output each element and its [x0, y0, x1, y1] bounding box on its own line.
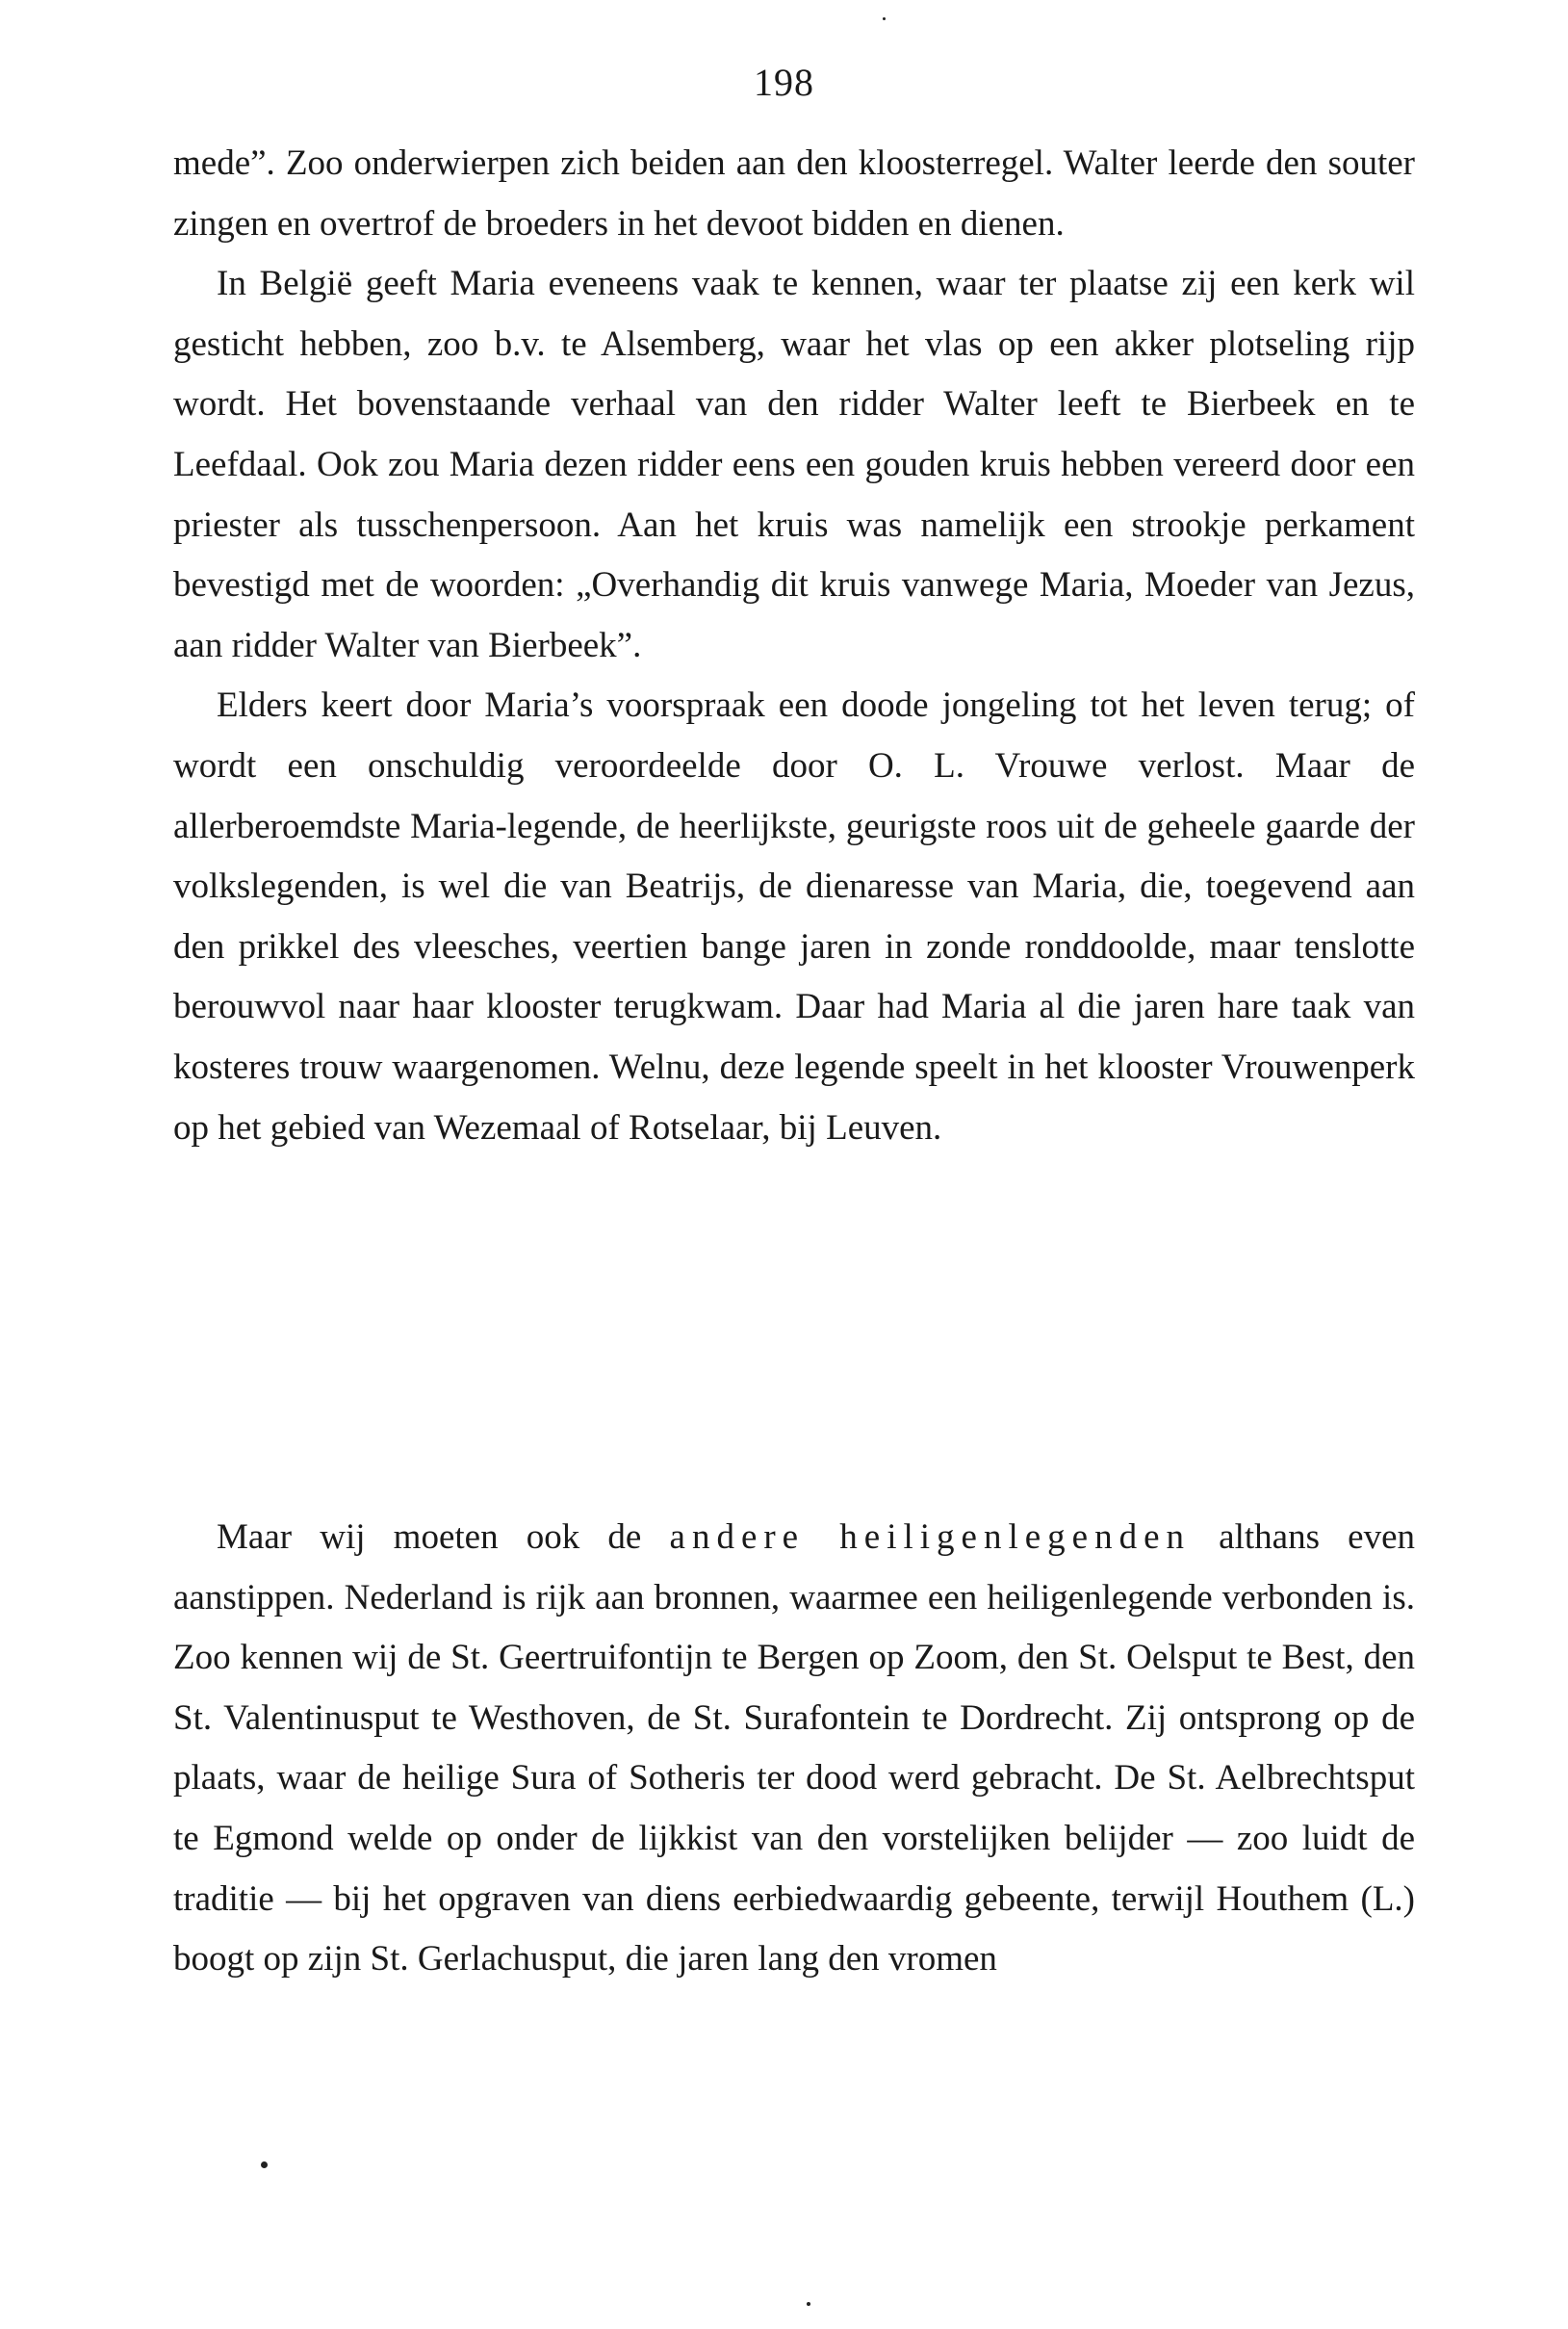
paragraph-heiligenlegenden-rest: althans even aanstippen. Nederland is rijk aan bronnen, waarmee een heiligenlegende verbonden is. Zoo kennen wij de St. Geertruifontijn te Bergen op Zoom, den St. Oelsput te Best, den St. Valentinusput te Westhoven, de St. Surafontein te Dordrecht. Zij ontsprong op de plaats, waar de heilige Sura of Sotheris ter dood werd gebracht. De St. Aelbrechtsput te Egmond welde op onder de lijkkist van den vorstelijken belijder — zoo luidt de traditie — bij het opgraven van diens eerbiedwaardig gebeente, terwijl Houthem (L.) boogt op zijn St. Gerlachusput, die jaren lang den vromen [173, 1517, 1415, 1980]
paragraph-heiligenlegenden [173, 1508, 1415, 1990]
page-number: 198 [754, 61, 814, 104]
ink-speck [807, 2302, 810, 2306]
spaced-emphasis: andere heiligenlegenden [669, 1517, 1192, 1557]
ink-speck [261, 2161, 268, 2168]
paragraph-heiligenlegenden-start: Maar wij moeten ook de [217, 1517, 670, 1557]
text-section-lower [173, 1508, 1415, 1990]
paragraph-continuation: mede”. Zoo onderwierpen zich beiden aan den kloosterregel. Walter leerde den souter zingen en overtrof de broeders in het devoot bidden en dienen. [173, 143, 1415, 244]
ink-speck [883, 17, 886, 20]
paragraph-beatrijs: Elders keert door Maria’s voorspraak een doode jongeling tot het leven terug; of wordt een onschuldig veroordeelde door O. L. Vrouwe verlost. Maar de allerberoemdste Maria-legende, de heerlijkste, geurigste roos uit de geheele gaarde der volkslegenden, is wel die van Beatrijs, de dienaresse van Maria, die, toegevend aan den prikkel des vleesches, veertien bange jaren in zonde ronddoolde, maar tenslotte berouwvol naar haar klooster terugkwam. Daar had Maria al die jaren hare taak van kosteres trouw waargenomen. Welnu, deze legende speelt in het klooster Vrouwenperk op het gebied van Wezemaal of Rotselaar, bij Leuven. [173, 686, 1415, 1148]
text-section-upper [173, 134, 1415, 1158]
paragraph-belgie: In België geeft Maria eveneens vaak te kennen, waar ter plaatse zij een kerk wil gesticht hebben, zoo b.v. te Alsemberg, waar het vlas op een akker plotseling rijp wordt. Het bovenstaande verhaal van den ridder Walter leeft te Bierbeek en te Leefdaal. Ook zou Maria dezen ridder eens een gouden kruis hebben vereerd door een priester als tusschenpersoon. Aan het kruis was namelijk een strookje perkament bevestigd met de woorden: „Overhandig dit kruis vanwege Maria, Moeder van Jezus, aan ridder Walter van Bierbeek”. [173, 264, 1415, 665]
